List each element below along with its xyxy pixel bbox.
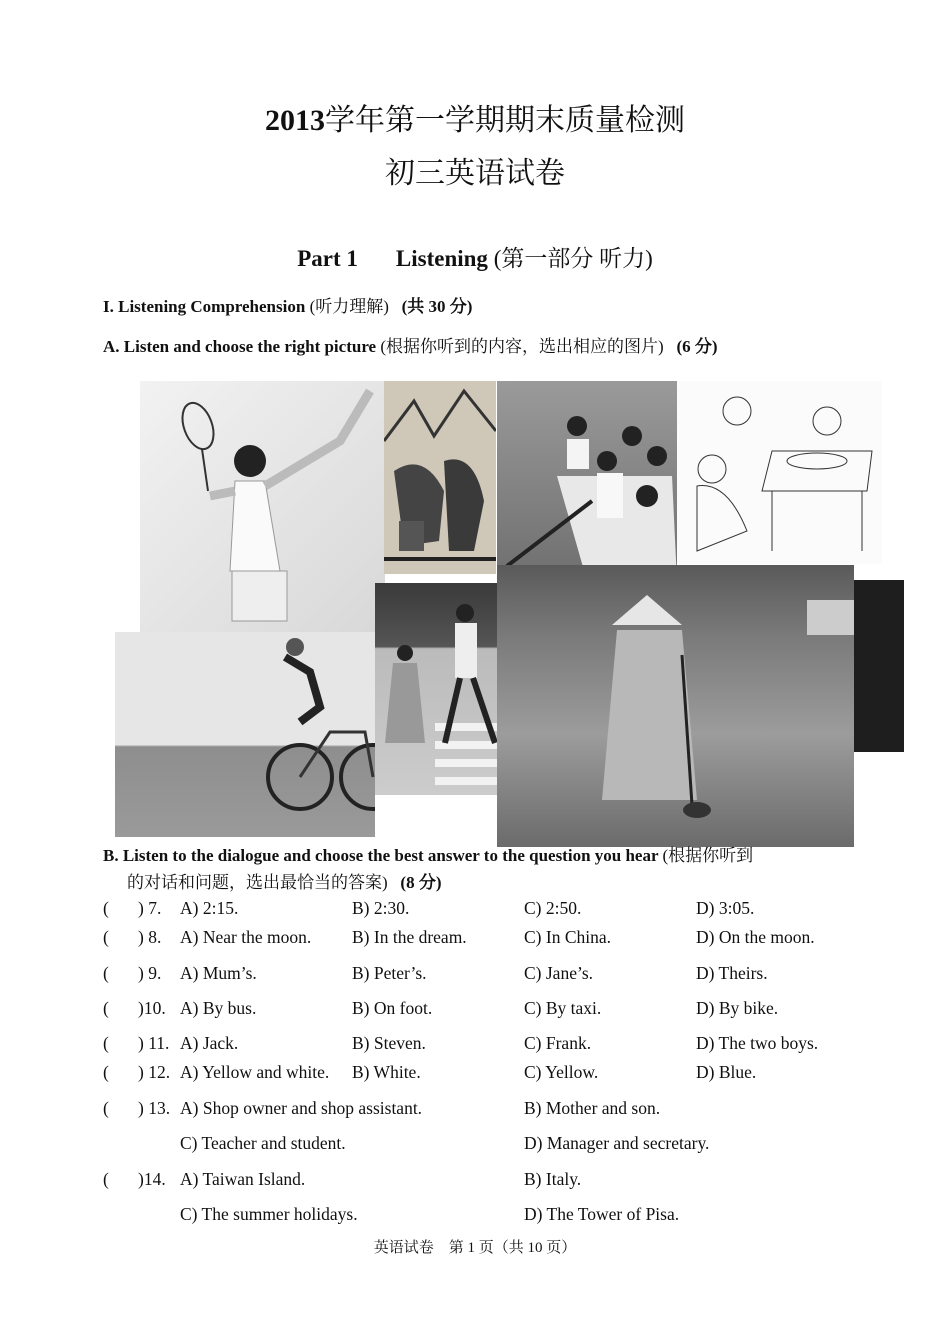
option-c: C) 2:50. — [524, 898, 582, 918]
option-a: A) Yellow and white. — [180, 1062, 330, 1082]
answer-blank-paren: ( — [103, 998, 109, 1018]
question-number: ) 7. — [138, 898, 162, 918]
option-d: D) The two boys. — [696, 1033, 819, 1053]
answer-blank-paren: ( — [103, 1033, 109, 1053]
option-a: A) Mum’s. — [180, 963, 257, 983]
option-d: D) Manager and secretary. — [524, 1133, 710, 1153]
option-b: B) 2:30. — [352, 898, 410, 918]
option-d: D) The Tower of Pisa. — [524, 1204, 680, 1224]
option-c: C) Teacher and student. — [180, 1133, 346, 1153]
badminton-player-photo — [140, 381, 385, 632]
answer-blank-paren: ( — [103, 927, 109, 947]
part-heading — [0, 240, 950, 273]
option-d: D) On the moon. — [696, 927, 815, 947]
option-d: D) Blue. — [696, 1062, 757, 1082]
exam-subtitle: 初三英语试卷 — [385, 157, 565, 190]
section-A-score: (6 分) — [676, 337, 718, 356]
option-b: B) Mother and son. — [524, 1098, 661, 1118]
people-in-boat-photo — [497, 381, 677, 581]
option-c: C) The summer holidays. — [180, 1204, 358, 1224]
section-A-cn: (根据你听到的内容，选出相应的图片) — [380, 337, 664, 356]
section-B-cn1: (根据你听到 — [662, 846, 754, 865]
section-B-score: (8 分) — [400, 873, 442, 892]
question-row — [103, 1169, 903, 1193]
answer-blank-paren: ( — [103, 1169, 109, 1189]
question-number: ) 12. — [138, 1062, 171, 1082]
exam-year: 2013 — [265, 104, 325, 137]
option-c: C) Jane’s. — [524, 963, 594, 983]
part-cn: (第一部分 听力) — [493, 246, 653, 271]
option-a: A) Near the moon. — [180, 927, 312, 947]
part-label: Part 1 — [297, 246, 358, 271]
question-number: ) 11. — [138, 1033, 170, 1053]
question-row — [103, 898, 903, 922]
section-I-heading — [103, 292, 472, 317]
people-dining-sketch — [677, 381, 882, 564]
question-row — [103, 927, 903, 951]
question-row — [103, 1062, 903, 1086]
section-B-en: B. Listen to the dialogue and choose the best answer to the question you hear — [103, 846, 659, 865]
option-a: A) Taiwan Island. — [180, 1169, 306, 1189]
section-B-cn2: 的对话和问题，选出最恰当的答案) — [127, 873, 388, 892]
section-B-heading — [103, 842, 863, 896]
cyclist-photo — [115, 632, 375, 837]
option-b: B) In the dream. — [352, 927, 467, 947]
part-name: Listening — [395, 246, 488, 271]
option-a: A) By bus. — [180, 998, 257, 1018]
option-a: A) Jack. — [180, 1033, 239, 1053]
section-I-score: (共 30 分) — [401, 297, 473, 316]
exam-title-text: 学年第一学期期末质量检测 — [325, 104, 685, 137]
exam-title — [0, 95, 950, 139]
rain-night-photo-edge — [854, 580, 904, 752]
section-I-en: I. Listening Comprehension — [103, 297, 306, 316]
section-A-en: A. Listen and choose the right picture — [103, 337, 377, 356]
answer-blank-paren: ( — [103, 1062, 109, 1082]
option-b: B) Steven. — [352, 1033, 426, 1053]
section-A-heading — [103, 332, 718, 357]
question-number: ) 13. — [138, 1098, 171, 1118]
option-d: D) 3:05. — [696, 898, 755, 918]
question-row-continued — [103, 1133, 903, 1157]
option-b: B) White. — [352, 1062, 421, 1082]
question-row-continued — [103, 1204, 903, 1228]
question-row — [103, 1098, 903, 1122]
option-c: C) Yellow. — [524, 1062, 599, 1082]
section-I-cn: (听力理解) — [309, 297, 389, 316]
option-a: A) Shop owner and shop assistant. — [180, 1098, 423, 1118]
page-footer: 英语试卷 第 1 页（共 10 页） — [373, 1240, 577, 1256]
option-c: C) Frank. — [524, 1033, 592, 1053]
option-d: D) Theirs. — [696, 963, 768, 983]
answer-blank-paren: ( — [103, 1098, 109, 1118]
answer-blank-paren: ( — [103, 898, 109, 918]
option-b: B) On foot. — [352, 998, 433, 1018]
question-number: )10. — [138, 998, 166, 1018]
street-sweeper-rain-photo — [497, 565, 854, 847]
question-row — [103, 1033, 903, 1057]
option-d: D) By bike. — [696, 998, 779, 1018]
question-number: ) 9. — [138, 963, 162, 983]
answer-blank-paren: ( — [103, 963, 109, 983]
question-row — [103, 998, 903, 1022]
question-number: ) 8. — [138, 927, 162, 947]
question-row — [103, 963, 903, 987]
question-number: )14. — [138, 1169, 166, 1189]
option-c: C) In China. — [524, 927, 612, 947]
option-a: A) 2:15. — [180, 898, 239, 918]
woodcut-farm-workers-picture — [384, 381, 496, 574]
option-c: C) By taxi. — [524, 998, 602, 1018]
option-b: B) Peter’s. — [352, 963, 427, 983]
option-b: B) Italy. — [524, 1169, 582, 1189]
